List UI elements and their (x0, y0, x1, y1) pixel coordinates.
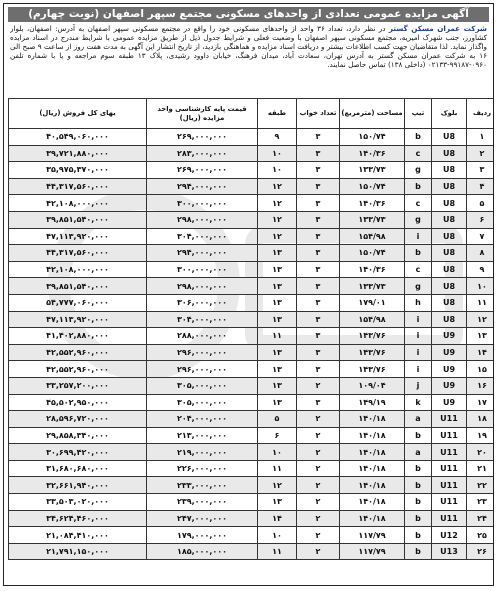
col-header-floor: طبقه (258, 99, 297, 129)
cell-block: U8 (432, 145, 467, 162)
cell-block: U9 (432, 344, 467, 361)
cell-base-price: ۱۸۵,۰۰۰,۰۰۰ (147, 543, 258, 560)
cell-area: ۱۵۴/۹۸ (340, 311, 405, 328)
cell-row-number: ۱۱ (467, 294, 495, 311)
cell-total-price: ۳۳,۲۵۷,۲۰۰,۰۰۰ (9, 377, 147, 394)
cell-area: ۱۳۳/۷۳ (340, 211, 405, 228)
cell-bedrooms: ۳ (297, 311, 340, 328)
cell-bedrooms: ۲ (297, 510, 340, 527)
cell-type: h (405, 294, 432, 311)
cell-block: U11 (432, 460, 467, 477)
cell-total-price: ۴۷,۱۱۳,۹۲۰,۰۰۰ (9, 311, 147, 328)
cell-area: ۱۴۳/۷۶ (340, 328, 405, 345)
cell-floor: ۱۲ (258, 228, 297, 245)
cell-row-number: ۲۰ (467, 444, 495, 461)
cell-area: ۱۴۰/۱۸ (340, 444, 405, 461)
cell-type: b (405, 494, 432, 511)
cell-area: ۱۴۹/۱۹ (340, 394, 405, 411)
cell-bedrooms: ۳ (297, 261, 340, 278)
cell-floor: ۹ (258, 129, 297, 146)
cell-bedrooms: ۲ (297, 543, 340, 560)
cell-base-price: ۳۰۴,۰۰۰,۰۰۰ (147, 228, 258, 245)
cell-area: ۱۴۰/۱۸ (340, 494, 405, 511)
cell-row-number: ۵ (467, 195, 495, 212)
cell-area: ۱۴۰/۱۸ (340, 427, 405, 444)
cell-total-price: ۲۹,۸۵۸,۳۴۰,۰۰۰ (9, 427, 147, 444)
cell-type: g (405, 211, 432, 228)
table-row (9, 278, 495, 295)
cell-row-number: ۲۳ (467, 494, 495, 511)
cell-type: b (405, 477, 432, 494)
cell-base-price: ۲۳۹,۰۰۰,۰۰۰ (147, 494, 258, 511)
cell-base-price: ۲۸۳,۰۰۰,۰۰۰ (147, 145, 258, 162)
cell-floor: ۱۰ (258, 527, 297, 544)
cell-area: ۱۵۴/۹۸ (340, 228, 405, 245)
cell-type: c (405, 261, 432, 278)
cell-area: ۱۳۳/۷۳ (340, 278, 405, 295)
cell-base-price: ۲۹۴,۰۰۰,۰۰۰ (147, 178, 258, 195)
cell-block: U11 (432, 494, 467, 511)
cell-block: U11 (432, 411, 467, 428)
cell-base-price: ۲۹۶,۰۰۰,۰۰۰ (147, 361, 258, 378)
table-row (9, 477, 495, 494)
cell-type: c (405, 195, 432, 212)
table-row (9, 377, 495, 394)
cell-type: b (405, 527, 432, 544)
cell-block: U9 (432, 328, 467, 345)
cell-total-price: ۳۱,۶۸۰,۶۸۰,۰۰۰ (9, 460, 147, 477)
table-row (9, 527, 495, 544)
cell-block: U8 (432, 211, 467, 228)
cell-block: U9 (432, 377, 467, 394)
cell-block: U9 (432, 361, 467, 378)
col-header-row: ردیف (467, 99, 495, 129)
cell-row-number: ۱۹ (467, 427, 495, 444)
cell-type: j (405, 377, 432, 394)
cell-total-price: ۴۱,۴۰۲,۸۸۰,۰۰۰ (9, 328, 147, 345)
table-row (9, 394, 495, 411)
cell-bedrooms: ۳ (297, 245, 340, 262)
cell-total-price: ۲۱,۷۹۱,۱۵۰,۰۰۰ (9, 543, 147, 560)
cell-type: i (405, 344, 432, 361)
table-row (9, 211, 495, 228)
cell-area: ۱۴۰/۱۸ (340, 510, 405, 527)
cell-base-price: ۳۰۴,۰۰۰,۰۰۰ (147, 311, 258, 328)
cell-floor: ۱۱ (258, 460, 297, 477)
cell-total-price: ۴۲,۵۵۲,۹۶۰,۰۰۰ (9, 344, 147, 361)
notice-intro (10, 24, 487, 96)
cell-base-price: ۳۰۶,۰۰۰,۰۰۰ (147, 294, 258, 311)
cell-area: ۱۷۹/۰۱ (340, 294, 405, 311)
cell-floor: ۱۰ (258, 162, 297, 179)
cell-total-price: ۳۴,۶۲۴,۴۶۰,۰۰۰ (9, 510, 147, 527)
cell-total-price: ۴۴,۳۱۷,۵۶۰,۰۰۰ (9, 245, 147, 262)
cell-area: ۱۱۷/۷۹ (340, 527, 405, 544)
cell-row-number: ۲ (467, 145, 495, 162)
cell-area: ۱۴۰/۱۸ (340, 477, 405, 494)
col-header-rooms: تعداد خواب (297, 99, 340, 129)
cell-type: g (405, 278, 432, 295)
cell-floor: ۱۲ (258, 195, 297, 212)
cell-type: b (405, 178, 432, 195)
cell-floor: ۱۳ (258, 377, 297, 394)
cell-bedrooms: ۲ (297, 377, 340, 394)
cell-block: U11 (432, 477, 467, 494)
cell-total-price: ۳۰,۶۹۹,۴۲۰,۰۰۰ (9, 444, 147, 461)
cell-area: ۱۴۳/۷۶ (340, 344, 405, 361)
cell-row-number: ۲۴ (467, 510, 495, 527)
cell-block: U8 (432, 261, 467, 278)
notice-title: آگهی مزایده عمومی تعدادی از واحدهای مسکونی مجتمع سپهر اصفهان (نوبت چهارم) (8, 7, 489, 22)
cell-total-price: ۳۹,۷۲۱,۸۸۰,۰۰۰ (9, 145, 147, 162)
cell-type: b (405, 543, 432, 560)
cell-total-price: ۳۹,۸۵۱,۵۴۰,۰۰۰ (9, 278, 147, 295)
cell-type: i (405, 361, 432, 378)
cell-block: U11 (432, 444, 467, 461)
cell-bedrooms: ۲ (297, 477, 340, 494)
cell-floor: ۱۲ (258, 211, 297, 228)
cell-bedrooms: ۲ (297, 460, 340, 477)
cell-row-number: ۱۳ (467, 328, 495, 345)
col-header-type: تیپ (405, 99, 432, 129)
table-row (9, 328, 495, 345)
cell-total-price: ۵۴,۷۷۷,۰۶۰,۰۰۰ (9, 294, 147, 311)
cell-row-number: ۲۵ (467, 527, 495, 544)
cell-base-price: ۲۳۳,۰۰۰,۰۰۰ (147, 477, 258, 494)
cell-floor: ۱۲ (258, 477, 297, 494)
cell-type: b (405, 245, 432, 262)
company-name: شرکت عمران مسکن گستر (388, 24, 487, 33)
cell-block: U11 (432, 427, 467, 444)
units-table (8, 98, 494, 560)
cell-row-number: ۱۸ (467, 411, 495, 428)
table-header-row (9, 99, 495, 129)
cell-floor: ۱۰ (258, 145, 297, 162)
cell-base-price: ۱۷۹,۰۰۰,۰۰۰ (147, 527, 258, 544)
cell-floor: ۵ (258, 411, 297, 428)
cell-row-number: ۲۱ (467, 460, 495, 477)
cell-base-price: ۲۲۶,۰۰۰,۰۰۰ (147, 460, 258, 477)
cell-floor: ۶ (258, 427, 297, 444)
cell-type: g (405, 162, 432, 179)
auction-notice (3, 3, 494, 586)
cell-block: U13 (432, 543, 467, 560)
col-header-area: مساحت (مترمربع) (340, 99, 405, 129)
cell-type: a (405, 411, 432, 428)
cell-total-price: ۴۲,۵۵۲,۹۶۰,۰۰۰ (9, 361, 147, 378)
notice-body: در نظر دارد، تعداد ۳۶ واحد از واحدهای مسکونی خود را واقع در مجتمع مسکونی سپهر اصفهان به آدرس: اصفهان، بلوار کشاورز، جنب شهرک امیریه، مجتمع مسکونی سپهر اصفهان با وضعیت فعلی و شرایط جدول ذیل از طریق مزایده عمومی با شرایط مندرج در اسناد مزایده واگذار نماید. لذا متقاضیان جهت کسب اطلاعات بیشتر و دریافت اسناد مزایده و هماهنگی بازدید، از تاریخ انتشار این آگهی به مدت هفت روز از ساعت ۹ صبح الی ۱۶ به شرکت عمران مسکن گستر به آدرس تهران، سعادت آباد، میدان فرهنگ، خیابان داوود رشیدی، پلاک ۱۳ طبقه سوم مراجعه و یا با شماره تلفن ۰۹۶۰-۹۹۱۸۷-۰۲۱۳۳ (داخلی ۱۳۸) تماس حاصل نمایند. (10, 24, 487, 69)
cell-block: U8 (432, 228, 467, 245)
table-row (9, 245, 495, 262)
cell-type: b (405, 129, 432, 146)
cell-base-price: ۲۹۶,۰۰۰,۰۰۰ (147, 344, 258, 361)
cell-base-price: ۲۹۴,۰۰۰,۰۰۰ (147, 245, 258, 262)
cell-base-price: ۳۰۰,۰۰۰,۰۰۰ (147, 195, 258, 212)
table-row (9, 162, 495, 179)
cell-area: ۱۴۰/۳۶ (340, 145, 405, 162)
cell-block: U8 (432, 278, 467, 295)
cell-base-price: ۳۰۰,۰۰۰,۰۰۰ (147, 261, 258, 278)
cell-row-number: ۳ (467, 162, 495, 179)
cell-bedrooms: ۳ (297, 195, 340, 212)
cell-bedrooms: ۳ (297, 145, 340, 162)
table-row (9, 510, 495, 527)
cell-floor: ۱۳ (258, 394, 297, 411)
cell-floor: ۱۳ (258, 245, 297, 262)
table-row (9, 145, 495, 162)
cell-row-number: ۸ (467, 245, 495, 262)
cell-bedrooms: ۳ (297, 361, 340, 378)
cell-row-number: ۱۲ (467, 311, 495, 328)
cell-block: U8 (432, 311, 467, 328)
table-row (9, 178, 495, 195)
cell-floor: ۱۳ (258, 261, 297, 278)
cell-block: U8 (432, 245, 467, 262)
cell-base-price: ۲۶۹,۰۰۰,۰۰۰ (147, 162, 258, 179)
cell-floor: ۱۱ (258, 328, 297, 345)
cell-area: ۱۴۰/۱۸ (340, 460, 405, 477)
cell-base-price: ۳۰۵,۰۰۰,۰۰۰ (147, 394, 258, 411)
cell-base-price: ۳۰۵,۰۰۰,۰۰۰ (147, 377, 258, 394)
cell-bedrooms: ۳ (297, 228, 340, 245)
cell-floor: ۱۳ (258, 278, 297, 295)
cell-row-number: ۱۷ (467, 394, 495, 411)
cell-block: U8 (432, 162, 467, 179)
cell-bedrooms: ۲ (297, 427, 340, 444)
table-row (9, 294, 495, 311)
cell-block: U8 (432, 129, 467, 146)
cell-base-price: ۲۱۹,۰۰۰,۰۰۰ (147, 444, 258, 461)
cell-bedrooms: ۳ (297, 178, 340, 195)
cell-row-number: ۱۰ (467, 278, 495, 295)
cell-base-price: ۲۸۸,۰۰۰,۰۰۰ (147, 328, 258, 345)
cell-bedrooms: ۲ (297, 444, 340, 461)
cell-area: ۱۴۰/۳۶ (340, 261, 405, 278)
cell-row-number: ۱۴ (467, 344, 495, 361)
cell-row-number: ۲۲ (467, 477, 495, 494)
cell-area: ۱۵۰/۷۴ (340, 178, 405, 195)
cell-total-price: ۳۳,۵۰۳,۰۲۰,۰۰۰ (9, 494, 147, 511)
cell-total-price: ۴۲,۱۰۸,۰۰۰,۰۰۰ (9, 195, 147, 212)
cell-area: ۱۵۰/۷۴ (340, 245, 405, 262)
cell-area: ۱۳۳/۷۳ (340, 162, 405, 179)
cell-floor: ۱۳ (258, 344, 297, 361)
cell-block: U8 (432, 195, 467, 212)
cell-bedrooms: ۲ (297, 527, 340, 544)
cell-bedrooms: ۳ (297, 394, 340, 411)
cell-block: U8 (432, 178, 467, 195)
cell-total-price: ۲۸,۵۹۶,۷۲۰,۰۰۰ (9, 411, 147, 428)
cell-area: ۱۴۳/۷۶ (340, 361, 405, 378)
cell-block: U9 (432, 394, 467, 411)
table-row (9, 427, 495, 444)
table-row (9, 543, 495, 560)
cell-type: b (405, 460, 432, 477)
cell-bedrooms: ۲ (297, 494, 340, 511)
cell-bedrooms: ۲ (297, 411, 340, 428)
cell-area: ۱۵۰/۷۴ (340, 129, 405, 146)
cell-type: i (405, 311, 432, 328)
cell-base-price: ۲۹۸,۰۰۰,۰۰۰ (147, 278, 258, 295)
cell-block: U11 (432, 510, 467, 527)
cell-row-number: ۶ (467, 211, 495, 228)
cell-total-price: ۴۰,۵۴۹,۰۶۰,۰۰۰ (9, 129, 147, 146)
table-row (9, 494, 495, 511)
cell-type: c (405, 145, 432, 162)
cell-bedrooms: ۳ (297, 278, 340, 295)
cell-type: b (405, 427, 432, 444)
cell-bedrooms: ۳ (297, 344, 340, 361)
cell-floor: ۱۳ (258, 361, 297, 378)
cell-floor: ۱۰ (258, 444, 297, 461)
cell-area: ۱۴۰/۳۶ (340, 195, 405, 212)
cell-type: a (405, 444, 432, 461)
cell-row-number: ۹ (467, 261, 495, 278)
cell-bedrooms: ۳ (297, 211, 340, 228)
cell-area: ۱۰۹/۰۴ (340, 377, 405, 394)
table-row (9, 444, 495, 461)
cell-block: U12 (432, 527, 467, 544)
cell-row-number: ۱ (467, 129, 495, 146)
col-header-total-price: بهای کل فروش (ریال) (9, 99, 147, 129)
cell-row-number: ۴ (467, 178, 495, 195)
table-row (9, 460, 495, 477)
cell-floor: ۱۲ (258, 178, 297, 195)
cell-floor: ۱۴ (258, 510, 297, 527)
col-header-base-price: قیمت پایه کارشناسی واحد مزایده (ریال) (147, 99, 258, 129)
cell-area: ۱۴۰/۱۸ (340, 411, 405, 428)
cell-row-number: ۷ (467, 228, 495, 245)
cell-row-number: ۱۵ (467, 361, 495, 378)
cell-type: i (405, 228, 432, 245)
cell-total-price: ۴۵,۵۰۲,۹۵۰,۰۰۰ (9, 394, 147, 411)
cell-total-price: ۳۲,۶۶۱,۹۴۰,۰۰۰ (9, 477, 147, 494)
cell-floor: ۱۱ (258, 543, 297, 560)
cell-base-price: ۲۰۴,۰۰۰,۰۰۰ (147, 411, 258, 428)
table-row (9, 228, 495, 245)
cell-base-price: ۲۴۷,۰۰۰,۰۰۰ (147, 510, 258, 527)
cell-row-number: ۲۶ (467, 543, 495, 560)
table-row (9, 261, 495, 278)
cell-total-price: ۴۴,۳۱۷,۵۶۰,۰۰۰ (9, 178, 147, 195)
cell-base-price: ۲۱۳,۰۰۰,۰۰۰ (147, 427, 258, 444)
cell-floor: ۱۳ (258, 494, 297, 511)
table-row (9, 311, 495, 328)
table-row (9, 411, 495, 428)
cell-total-price: ۴۷,۱۱۳,۹۲۰,۰۰۰ (9, 228, 147, 245)
cell-total-price: ۳۹,۸۵۱,۵۴۰,۰۰۰ (9, 211, 147, 228)
cell-bedrooms: ۳ (297, 328, 340, 345)
cell-type: b (405, 510, 432, 527)
cell-base-price: ۲۶۹,۰۰۰,۰۰۰ (147, 129, 258, 146)
table-row (9, 361, 495, 378)
cell-bedrooms: ۳ (297, 129, 340, 146)
table-row (9, 129, 495, 146)
table-row (9, 344, 495, 361)
cell-row-number: ۱۶ (467, 377, 495, 394)
cell-area: ۱۱۷/۷۹ (340, 543, 405, 560)
cell-floor: ۱۳ (258, 294, 297, 311)
cell-type: i (405, 328, 432, 345)
cell-block: U8 (432, 294, 467, 311)
col-header-block: بلوک (432, 99, 467, 129)
cell-bedrooms: ۳ (297, 294, 340, 311)
cell-base-price: ۲۹۸,۰۰۰,۰۰۰ (147, 211, 258, 228)
table-row (9, 195, 495, 212)
cell-total-price: ۴۲,۱۰۸,۰۰۰,۰۰۰ (9, 261, 147, 278)
cell-floor: ۱۳ (258, 311, 297, 328)
cell-type: k (405, 394, 432, 411)
cell-total-price: ۲۱,۰۸۴,۴۱۰,۰۰۰ (9, 527, 147, 544)
cell-total-price: ۳۵,۹۷۵,۳۷۰,۰۰۰ (9, 162, 147, 179)
cell-bedrooms: ۳ (297, 162, 340, 179)
